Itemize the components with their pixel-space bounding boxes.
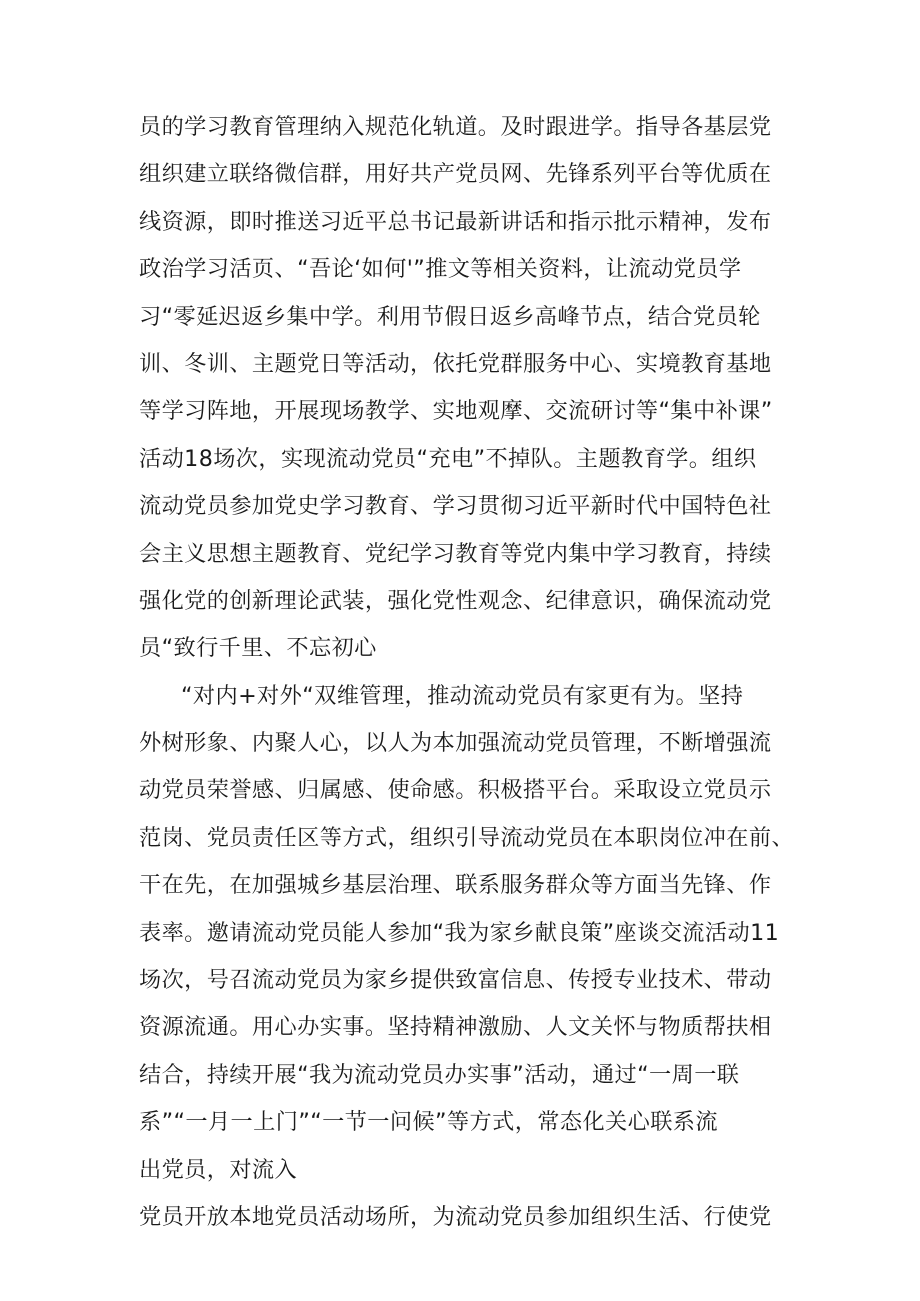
text-line: 等学习阵地，开展现场教学、实地观摩、交流研讨等“集中补课”	[139, 398, 773, 425]
text-line: 训、冬训、主题党日等活动，依托党群服务中心、实境教育基地	[139, 350, 772, 377]
text-line: 线资源，即时推送习近平总书记最新讲话和指示批示精神，发布	[139, 208, 772, 235]
text-line: 干在先，在加强城乡基层治理、联系服务群众等方面当先锋、作	[139, 872, 772, 899]
text-line: 会主义思想主题教育、党纪学习教育等党内集中学习教育，持续	[139, 540, 772, 567]
text-line: 动党员荣誉感、归属感、使命感。积极搭平台。采取设立党员示	[139, 777, 772, 804]
text-line: 范岗、党员责任区等方式，组织引导流动党员在本职岗位冲在前、	[139, 824, 795, 851]
text-line: 资源流通。用心办实事。坚持精神激励、人文关怀与物质帮扶相	[139, 1014, 772, 1041]
text-line: 系”“一月一上门”“一节一问候”等方式，常态化关心联系流	[139, 1109, 718, 1136]
body-text	[139, 104, 795, 1241]
text-line: 出党员，对流入	[139, 1156, 298, 1183]
text-line: 表率。邀请流动党员能人参加“我为家乡献良策”座谈交流活动11	[139, 919, 780, 946]
text-line: 强化党的创新理论武装，强化党性观念、纪律意识，确保流动党	[139, 587, 772, 614]
text-line: 政治学习活页、“吾论‘如何'”推文等相关资料，让流动党员学	[139, 256, 742, 283]
text-line: 结合，持续开展“我为流动党员办实事”活动，通过“一周一联	[139, 1061, 740, 1088]
paragraph-first-line: “对内+对外“双维管理，推动流动党员有家更有为。坚持	[181, 682, 744, 709]
text-line: 员的学习教育管理纳入规范化轨道。及时跟进学。指导各基层党	[139, 114, 772, 140]
text-line: 外树形象、内聚人心，以人为本加强流动党员管理，不断增强流	[139, 730, 772, 757]
text-line: 流动党员参加党史学习教育、学习贯彻习近平新时代中国特色社	[139, 493, 772, 520]
text-line: 员“致行千里、不忘初心	[139, 635, 377, 662]
text-line: 习“零延迟返乡集中学。利用节假日返乡高峰节点，结合党员轮	[139, 303, 761, 330]
text-line: 场次，号召流动党员为家乡提供致富信息、传授专业技术、带动	[139, 967, 772, 994]
text-line: 组织建立联络微信群，用好共产党员网、先锋系列平台等优质在	[139, 161, 772, 188]
text-line: 党员开放本地党员活动场所，为流动党员参加组织生活、行使党	[139, 1203, 772, 1230]
text-line: 活动18场次，实现流动党员“充电”不掉队。主题教育学。组织	[139, 445, 757, 472]
